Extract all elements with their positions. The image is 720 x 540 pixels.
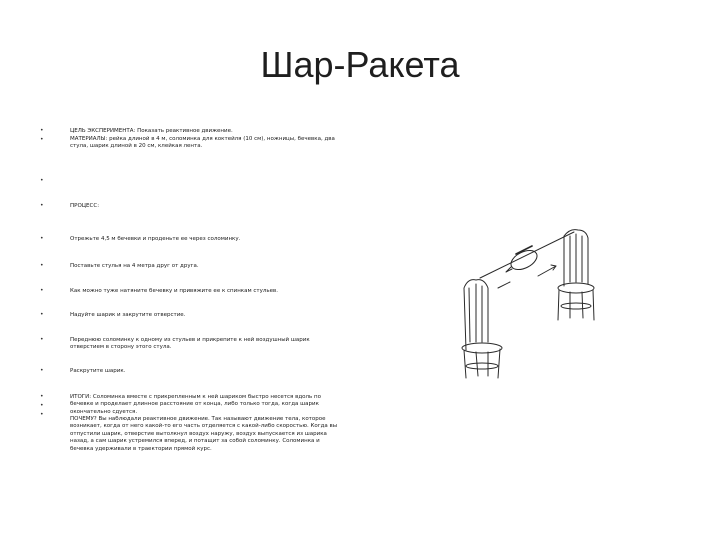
right-chair bbox=[558, 230, 594, 320]
step-3: Как можно туже натяните бечевку и привяжите ее к спинкам стульев. bbox=[70, 288, 279, 294]
balloon-rocket-illustration bbox=[452, 220, 612, 380]
left-chair bbox=[462, 280, 502, 378]
step-2: Поставьте стулья на 4 метра друг от друга. bbox=[70, 263, 199, 269]
bullet-marker: • bbox=[40, 367, 44, 374]
process-heading: ПРОЦЕСС: bbox=[70, 203, 100, 209]
goal-text: ЦЕЛЬ ЭКСПЕРИМЕНТА: Показать реактивное движение. bbox=[70, 128, 233, 134]
bullet-marker: • bbox=[40, 262, 44, 269]
bullet-marker: • bbox=[40, 202, 44, 209]
materials-text: МАТЕРИАЛЫ: рейка длиной в 4 м, соломинка для коктейля (10 см), ножницы, бечевка, два стула, шарик длиной в 20 см, клейкая лента. bbox=[70, 136, 335, 150]
bullet-marker: • bbox=[40, 411, 44, 418]
step-5: Переднюю соломинку к одному из стульев и прикрепите к ней воздушный шарик отверстием в сторону этого стула. bbox=[70, 337, 310, 351]
step-6: Раскрутите шарик. bbox=[70, 368, 126, 374]
results-text: ИТОГИ: Соломинка вместе с прикрепленным к ней шариком быстро несется вдоль по бечевке и проделает длинное расстояние от конца, либо только тогда, когда шарик окончательно сдуется. bbox=[70, 394, 321, 415]
step-4: Надуйте шарик и закрутите отверстие. bbox=[70, 312, 186, 318]
bullet-marker: • bbox=[40, 336, 44, 343]
bullet-marker: • bbox=[40, 177, 44, 184]
balloon bbox=[506, 246, 540, 273]
bullet-marker: • bbox=[40, 136, 44, 143]
bullet-marker: • bbox=[40, 311, 44, 318]
bullet-marker: • bbox=[40, 235, 44, 242]
step-1: Отрежьте 4,5 м бечевки и проденьте ее через соломинку. bbox=[70, 236, 241, 242]
bullet-marker: • bbox=[40, 393, 44, 400]
string-line bbox=[480, 232, 574, 278]
bullet-marker: • bbox=[40, 287, 44, 294]
bullet-marker: • bbox=[40, 127, 44, 134]
why-text: ПОЧЕМУ? Вы наблюдали реактивное движение. Так называют движение тела, которое возникает, когда от него какой-то его часть отделяется с какой-либо скоростью. Когда вы отпустили шарик, отверстие вытолкнул воздух наружу, воздух выпускается из шарика назад, а сам шарик устремился вперед, и потащит за собой соломинку. Соломинка и бечевка удерживали в траектории прямой курс. bbox=[70, 416, 338, 452]
bullet-marker: • bbox=[40, 402, 44, 409]
slide-title: Шар-Ракета bbox=[260, 44, 460, 85]
motion-arrows bbox=[498, 265, 556, 288]
